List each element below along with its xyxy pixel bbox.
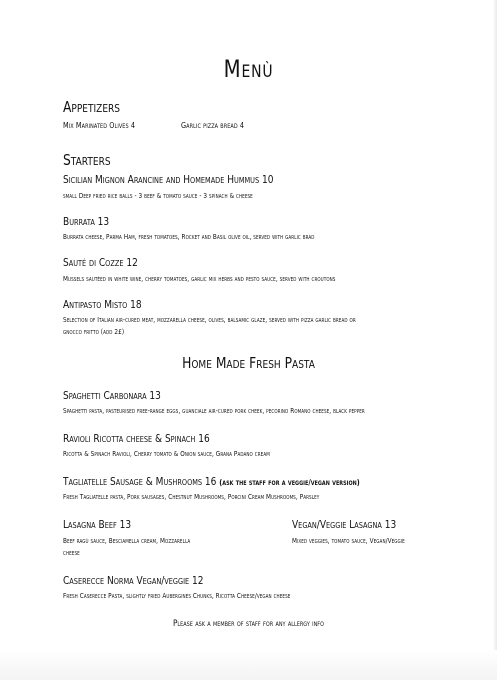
tagliatelle-name xyxy=(63,475,360,488)
ravioli-name: Ravioli Ricotta cheese & Spinach 16 xyxy=(63,432,210,445)
tagliatelle-title: Tagliatelle Sausage & Mushrooms 16 xyxy=(63,475,220,488)
allergy-notice: Please ask a member of staff for any allergy info xyxy=(172,619,325,629)
page-bottom-fade xyxy=(0,650,497,680)
antipasto-desc-line1: Selection of Italian air-cured meat, mozzarella cheese, olives, balsamic glaze, served with pizza garlic bread or xyxy=(63,316,356,324)
ravioli-desc: Ricotta & Spinach Ravioli, Cherry tomato & Onion sauce, Grana Padano cream xyxy=(63,450,270,458)
vegan-lasagna-desc: Mixed veggies, tomato sauce, Vegan/Veggie xyxy=(292,537,405,545)
page-edge-shadow xyxy=(493,0,497,680)
arancine-desc: small Deep fried rice balls - 3 beef & tomato sauce - 3 spinach & cheese xyxy=(63,192,253,200)
carbonara-name: Spaghetti Carbonara 13 xyxy=(63,389,161,402)
starters-heading: Starters xyxy=(63,151,111,169)
appetizer-olives: Mix Marinated Olives 4 xyxy=(63,121,136,130)
lasagna-desc-line2: cheese xyxy=(63,549,80,557)
antipasto-name: Antipasto Misto 18 xyxy=(63,298,142,311)
lasagna-desc-line1: Beef ragù sauce, Besciamella cream, Mozzarella xyxy=(63,537,191,545)
tagliatelle-veggie-note: (ask the staff for a veggie/vegan version) xyxy=(219,478,360,487)
caserecce-desc: Fresh Caserecce Pasta, slightly fried Aubergines Chunks, Ricotta Cheese/vegan cheese xyxy=(63,592,291,600)
appetizers-heading: Appetizers xyxy=(63,98,121,116)
menu-title: Menù xyxy=(223,55,274,83)
lasagna-name: Lasagna Beef 13 xyxy=(63,518,132,531)
antipasto-desc-line2: gnocco fritto (add 2£) xyxy=(63,328,125,336)
carbonara-desc: Spaghetti pasta, pasteurised free-range eggs, guanciale air-cured pork cheek, pecorino Romano cheese, black pepper xyxy=(63,407,365,415)
saute-desc: Mussels sautéed in white wine, cherry tomatoes, garlic mix herbs and pesto sauce, served with croutons xyxy=(63,275,336,283)
appetizer-garlic-bread: Garlic pizza bread 4 xyxy=(181,121,245,130)
caserecce-name: Caserecce Norma Vegan/veggie 12 xyxy=(63,574,204,587)
burrata-desc: Burrata cheese, Parma Ham, fresh tomatoes, Rocket and Basil olive oil, served with garlic brad xyxy=(63,233,315,241)
vegan-lasagna-name: Vegan/Veggie Lasagna 13 xyxy=(292,518,397,531)
arancine-name: Sicilian Mignon Arancine and Homemade Hummus 10 xyxy=(63,173,274,186)
saute-name: Sauté di Cozze 12 xyxy=(63,256,138,269)
burrata-name: Burrata 13 xyxy=(63,215,110,228)
tagliatelle-desc: Fresh Tagliatelle pasta, Pork sausages, Chestnut Mushrooms, Porcini Cream Mushrooms, Parsley xyxy=(63,493,320,501)
pasta-heading: Home Made Fresh Pasta xyxy=(182,354,315,372)
